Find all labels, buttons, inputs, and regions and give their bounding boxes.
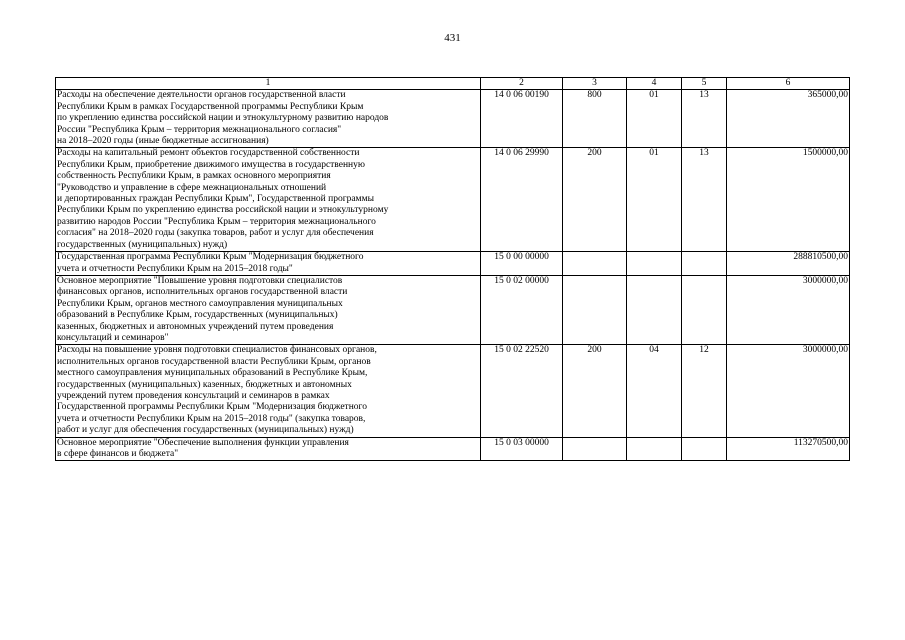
row-target-code: 15 0 00 00000 bbox=[481, 252, 563, 276]
row-section bbox=[627, 437, 682, 461]
row-amount: 3000000,00 bbox=[727, 345, 850, 437]
row-expense-type bbox=[563, 437, 627, 461]
row-expense-type bbox=[563, 275, 627, 344]
header-cell: 4 bbox=[627, 78, 682, 90]
row-subsection: 13 bbox=[682, 90, 727, 148]
row-name: Расходы на обеспечение деятельности органов государственной власти Республики Крым в рамках Государственной программы Республики Крым по укреплению единства российской нации и этнокультурному развитию народов России "Республика Крым – территория межнационального согласия" на 2018–2020 годы (иные бюджетные ассигнования) bbox=[56, 90, 481, 148]
header-cell: 2 bbox=[481, 78, 563, 90]
header-cell: 1 bbox=[56, 78, 481, 90]
table-row bbox=[56, 275, 850, 344]
header-cell: 6 bbox=[727, 78, 850, 90]
table-row bbox=[56, 252, 850, 276]
row-subsection: 12 bbox=[682, 345, 727, 437]
row-subsection bbox=[682, 252, 727, 276]
table-header-row bbox=[56, 78, 850, 90]
row-target-code: 15 0 02 22520 bbox=[481, 345, 563, 437]
table-row bbox=[56, 148, 850, 252]
row-subsection: 13 bbox=[682, 148, 727, 252]
row-target-code: 14 0 06 29990 bbox=[481, 148, 563, 252]
row-name: Основное мероприятие "Обеспечение выполнения функции управления в сфере финансов и бюджета" bbox=[56, 437, 481, 461]
table-row bbox=[56, 90, 850, 148]
table-row bbox=[56, 437, 850, 461]
row-target-code: 15 0 03 00000 bbox=[481, 437, 563, 461]
row-name: Расходы на повышение уровня подготовки специалистов финансовых органов, исполнительных органов государственной власти Республики Крым, органов местного самоуправления муниципальных образований в Республике Крым, государственных (муниципальных) казенных, бюджетных и автономных учреждений путем проведения консультаций и семинаров в рамках Государственной программы Республики Крым "Модернизация бюджетного учета и отчетности Республики Крым на 2015–2018 годы" (закупка товаров, работ и услуг для обеспечения государственных (муниципальных) нужд) bbox=[56, 345, 481, 437]
header-cell: 5 bbox=[682, 78, 727, 90]
row-amount: 365000,00 bbox=[727, 90, 850, 148]
row-expense-type: 800 bbox=[563, 90, 627, 148]
row-name: Расходы на капитальный ремонт объектов государственной собственности Республики Крым, приобретение движимого имущества в государственную собственность Республики Крым, в рамках основного мероприятия "Руководство и управление в сфере межнациональных отношений и депортированных граждан Республики Крым", Государственной программы Республики Крым по укреплению единства российской нации и этнокультурному развитию народов России "Республика Крым – территория межнационального согласия" на 2018–2020 годы (закупка товаров, работ и услуг для обеспечения государственных (муниципальных) нужд) bbox=[56, 148, 481, 252]
row-section bbox=[627, 252, 682, 276]
row-section: 01 bbox=[627, 148, 682, 252]
row-name: Государственная программа Республики Крым "Модернизация бюджетного учета и отчетности Республики Крым на 2015–2018 годы" bbox=[56, 252, 481, 276]
row-name: Основное мероприятие "Повышение уровня подготовки специалистов финансовых органов, исполнительных органов государственной власти Республики Крым, органов местного самоуправления муниципальных образований в Республике Крым, государственных (муниципальных) казенных, бюджетных и автономных учреждений путем проведения консультаций и семинаров" bbox=[56, 275, 481, 344]
budget-table bbox=[55, 77, 850, 461]
header-cell: 3 bbox=[563, 78, 627, 90]
row-amount: 3000000,00 bbox=[727, 275, 850, 344]
row-section bbox=[627, 275, 682, 344]
row-expense-type: 200 bbox=[563, 345, 627, 437]
row-subsection bbox=[682, 437, 727, 461]
row-amount: 1500000,00 bbox=[727, 148, 850, 252]
row-subsection bbox=[682, 275, 727, 344]
row-section: 04 bbox=[627, 345, 682, 437]
row-expense-type: 200 bbox=[563, 148, 627, 252]
row-section: 01 bbox=[627, 90, 682, 148]
row-amount: 113270500,00 bbox=[727, 437, 850, 461]
row-amount: 288810500,00 bbox=[727, 252, 850, 276]
row-expense-type bbox=[563, 252, 627, 276]
row-target-code: 14 0 06 00190 bbox=[481, 90, 563, 148]
page-number: 431 bbox=[444, 32, 461, 44]
table-row bbox=[56, 345, 850, 437]
row-target-code: 15 0 02 00000 bbox=[481, 275, 563, 344]
